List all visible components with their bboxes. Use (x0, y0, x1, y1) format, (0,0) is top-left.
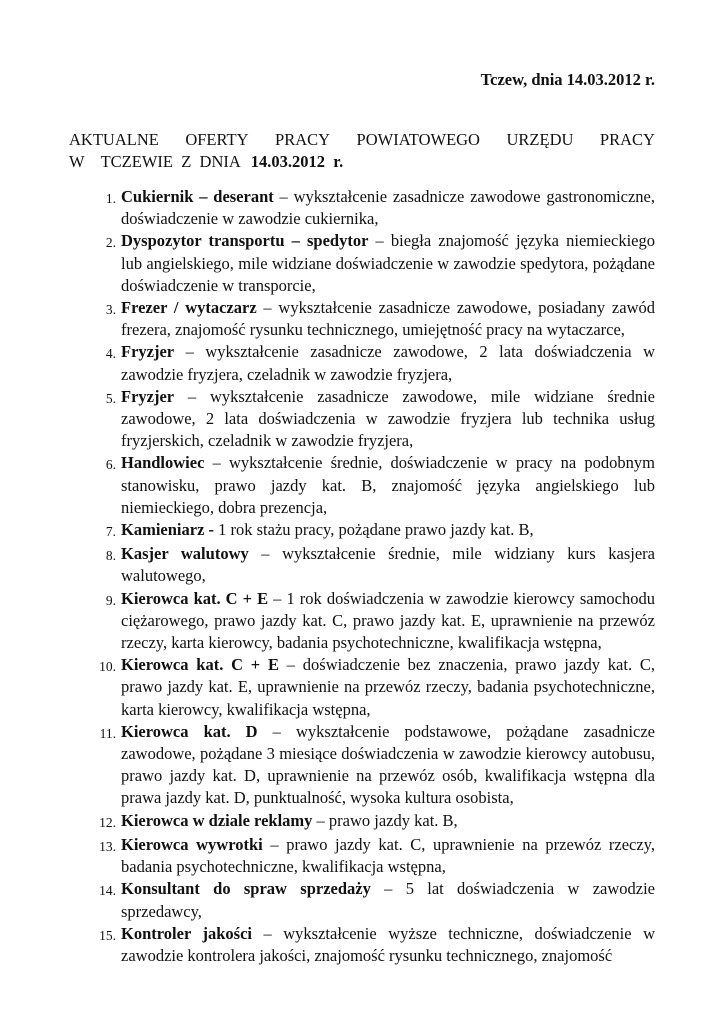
heading-word: OFERTY (185, 130, 249, 149)
job-offer-item (69, 588, 655, 655)
offer-description: – wykształcenie zasadnicze zawodowe gastronomiczne, doświadczenie w zawodzie cukiernika, (121, 187, 655, 229)
offer-number-label: 6. (105, 457, 116, 473)
offer-number-label: 9. (105, 592, 116, 608)
heading-word: PRACY (275, 130, 331, 149)
offer-description: – 5 lat doświadczenia w zawodzie sprzedawcy, (121, 879, 655, 921)
offer-number-label: 11. (99, 725, 116, 741)
offer-number (69, 543, 116, 587)
job-offer-item (69, 721, 655, 810)
offer-number (69, 878, 116, 922)
offer-title: Kierowca wywrotki (121, 834, 263, 854)
job-offer-item (69, 654, 655, 721)
offer-number-label: 8. (105, 548, 116, 564)
offer-text (116, 543, 655, 587)
heading-line-2 (69, 151, 655, 173)
offer-text (116, 878, 655, 922)
offer-title: Kierowca kat. D (121, 721, 258, 741)
offer-title: Cukiernik – deserant (121, 187, 274, 206)
job-offer-item (69, 543, 655, 587)
job-offer-item (69, 834, 655, 878)
offer-description: – wykształcenie podstawowe, pożądane zasadnicze zawodowe, pożądane 3 miesiące doświadczenia w zawodzie kierowcy autobusu, prawo jazdy kat. D, uprawnienie na przewóz osób, kwalifikacja wstępna dla prawa jazdy kat. D, punktualność, wysoka kultura osobista, (121, 721, 656, 808)
offer-description: 1 rok stażu pracy, pożądane prawo jazdy kat. B, (214, 520, 534, 540)
offer-text (116, 923, 655, 967)
offer-description: – wykształcenie średnie, mile widziany kurs kasjera walutowego, (121, 544, 655, 586)
offer-number (69, 186, 116, 230)
offer-text (116, 230, 655, 297)
offer-text (116, 297, 655, 341)
offer-number-label: 7. (105, 524, 116, 540)
job-offer-item (69, 186, 655, 230)
job-offer-item (69, 297, 655, 341)
offer-number-label: 3. (105, 302, 116, 318)
heading-word: W (69, 152, 85, 171)
offer-number (69, 923, 116, 967)
offer-text (116, 386, 655, 453)
document-heading (69, 129, 655, 173)
offer-title: Handlowiec (121, 453, 205, 473)
job-offer-item (69, 230, 655, 297)
job-offer-item (69, 810, 655, 834)
offer-number (69, 834, 116, 878)
offer-number (69, 386, 116, 453)
offer-description: – doświadczenie bez znaczenia, prawo jazdy kat. C, prawo jazdy kat. E, uprawnienie na przewóz rzeczy, badania psychotechniczne, karta kierowcy, kwalifikacja wstępna, (121, 655, 655, 719)
offer-text (116, 519, 655, 543)
offer-number (69, 519, 116, 543)
offer-description: – prawo jazdy kat. C, uprawnienie na przewóz rzeczy, badania psychotechniczne, kwalifikacja wstępna, (121, 834, 655, 877)
offer-title: Frezer / wytaczarz (121, 298, 257, 318)
offer-number-label: 10. (99, 659, 116, 675)
offer-number (69, 654, 116, 721)
offer-title: Konsultant do spraw sprzedaży (121, 879, 371, 899)
offer-title: Kontroler jakości (121, 923, 252, 943)
job-offer-item (69, 519, 655, 543)
offer-description: – wykształcenie średnie, doświadczenie w pracy na podobnym stanowisku, prawo jazdy kat. B, znajomość języka angielskiego lub niemieckiego, dobra prezencja, (121, 453, 655, 517)
offer-number-label: 14. (99, 883, 116, 899)
heading-word: TCZEWIE Z DNIA (100, 152, 241, 171)
offer-text (116, 721, 655, 810)
offer-number-label: 12. (99, 814, 116, 830)
offer-number (69, 341, 116, 385)
offer-number-label: 5. (105, 390, 116, 406)
offer-description: – 1 rok doświadczenia w zawodzie kierowcy samochodu ciężarowego, prawo jazdy kat. C, prawo jazdy kat. E, uprawnienie na przewóz rzeczy, karta kierowcy, badania psychotechniczne, kwalifikacja wstępna, (121, 588, 655, 653)
offer-description: – wykształcenie zasadnicze zawodowe, 2 lata doświadczenia w zawodzie fryzjera, czeladnik w zawodzie fryzjera, (121, 342, 655, 384)
heading-word: URZĘDU (506, 130, 574, 149)
offer-title: Fryzjer (121, 342, 175, 362)
offer-title: Fryzjer (121, 386, 175, 406)
offer-number (69, 452, 116, 519)
job-offer-item (69, 452, 655, 519)
offer-number (69, 810, 116, 834)
heading-word: PRACY (599, 130, 655, 149)
offer-text (116, 810, 655, 834)
offer-text (116, 186, 655, 230)
job-offer-item (69, 341, 655, 385)
offer-title: Kierowca kat. C + E (121, 588, 269, 608)
offer-text (116, 654, 655, 721)
offer-description: – wykształcenie zasadnicze zawodowe, posiadany zawód frezera, znajomość rysunku technicznego, umiejętność pracy na wytaczarce, (121, 298, 655, 340)
job-offer-item (69, 386, 655, 453)
offer-title: Kierowca w dziale reklamy (121, 810, 313, 830)
offer-text (116, 341, 655, 385)
offer-number-label: 2. (105, 235, 116, 251)
offer-number (69, 588, 116, 655)
offer-title: Kierowca kat. C + E (121, 655, 279, 675)
offer-text (116, 452, 655, 519)
job-offer-item (69, 923, 655, 967)
offer-number (69, 230, 116, 297)
offer-description: – wykształcenie zasadnicze zawodowe, mile widziane średnie zawodowe, 2 lata doświadczenia w zawodzie fryzjera lub technika usług fryzjerskich, czeladnik w zawodzie fryzjera, (121, 386, 655, 451)
offer-title: Kamieniarz - (121, 520, 215, 540)
job-offers-list (69, 186, 655, 967)
offer-number (69, 721, 116, 810)
offer-description: – prawo jazdy kat. B, (312, 810, 458, 830)
job-offer-item (69, 878, 655, 922)
offer-title: Kasjer walutowy (121, 544, 249, 564)
heading-word: POWIATOWEGO (356, 130, 480, 149)
heading-date: 14.03.2012 r. (250, 152, 344, 171)
offer-number-label: 13. (99, 838, 116, 854)
offer-title: Dyspozytor transportu – spedytor (121, 231, 369, 251)
offer-text (116, 834, 655, 878)
offer-number (69, 297, 116, 341)
heading-line-1 (69, 129, 655, 151)
offer-number-label: 1. (105, 191, 116, 206)
heading-word: AKTUALNE (69, 130, 159, 149)
offer-number-label: 4. (105, 346, 116, 362)
offer-description: – wykształcenie wyższe techniczne, doświadczenie w zawodzie kontrolera jakości, znajomość rysunku technicznego, znajomość (121, 923, 656, 965)
offer-number-label: 15. (99, 927, 116, 943)
document-date: Tczew, dnia 14.03.2012 r. (480, 70, 655, 89)
offer-description: – biegła znajomość języka niemieckiego lub angielskiego, mile widziane doświadczenie w zawodzie spedytora, pożądane doświadczenie w transporcie, (121, 231, 655, 295)
offer-text (116, 588, 655, 655)
